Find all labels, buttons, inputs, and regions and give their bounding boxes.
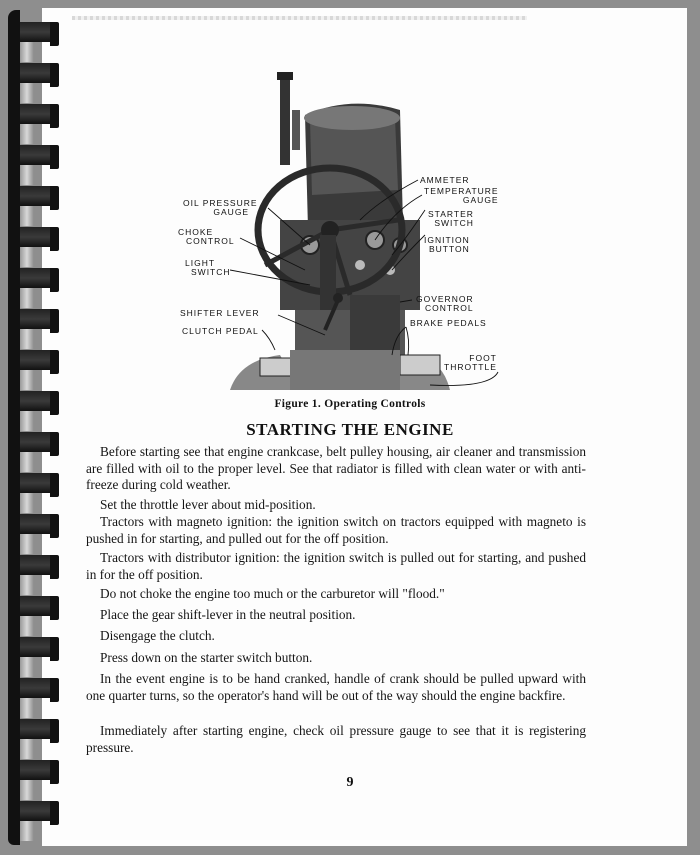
binding-gap [20,616,34,636]
label-oil-pressure-gauge [183,199,258,217]
binding-gap [20,124,34,144]
label-line: SWITCH [434,218,474,228]
label-line: FOOT [469,353,497,363]
label-light-switch [185,259,231,277]
label-governor-control [416,295,474,313]
label-line: GOVERNOR [416,294,474,304]
binding-gap [20,42,34,62]
paragraph-text: Tractors with magneto ignition: the ignition switch on tractors equipped with magneto is pushed in for starting, and pulled out for the off position. [86,514,586,546]
binding-ring [20,63,62,83]
binding-ring [20,145,62,165]
paragraph-text: Set the throttle lever about mid-position. [100,497,316,512]
binding-gap [20,657,34,677]
binding-gap [20,329,34,349]
paragraph-text: Place the gear shift-lever in the neutral position. [100,607,356,622]
label-line: STARTER [428,209,474,219]
paragraph-8 [86,650,586,667]
binding-gap [20,452,34,472]
binding-gap [20,739,34,759]
binding-ring [20,555,62,575]
paragraph-text: Disengage the clutch. [100,628,215,643]
label-line: CHOKE [178,227,214,237]
binding-gap [20,370,34,390]
page-number: 9 [346,775,354,790]
binding-ring [20,678,62,698]
label-line: THROTTLE [444,362,497,372]
paragraph-text: In the event engine is to be hand cranked, handle of crank should be pulled upward with one quarter turns, so the operator's hand will be out of the way should the engine backfire. [86,671,586,703]
paragraph-text: Before starting see that engine crankcase, belt pulley housing, air cleaner and transmission are filled with oil to the proper level. See that radiator is filled with clean water or with anti-freeze during cold weather. [86,444,586,492]
label-shifter-lever: SHIFTER LEVER [180,308,260,318]
label-line: OIL PRESSURE [183,198,258,208]
binding-gap [20,83,34,103]
label-line: LIGHT [185,258,216,268]
binding-gap [20,206,34,226]
binding-ring [20,719,62,739]
figure-caption: Figure 1. Operating Controls [274,398,426,410]
label-line: CONTROL [425,303,474,313]
scan-artifact [72,16,527,20]
binding-gap [20,821,34,841]
paragraph-3 [86,514,586,547]
binding-gap [20,288,34,308]
binding-gap [20,698,34,718]
paragraph-text: Do not choke the engine too much or the carburetor will "flood." [100,586,445,601]
binding-ring [20,268,62,288]
binding-ring [20,22,62,42]
binding-ring [20,473,62,493]
paragraph-4 [86,550,586,583]
binding-gap [20,247,34,267]
label-clutch-pedal: CLUTCH PEDAL [182,326,259,336]
binding-ring [20,186,62,206]
binding-ring [20,309,62,329]
label-ammeter: AMMETER [420,175,470,185]
paragraph-9 [86,671,586,704]
paragraph-2 [86,497,586,514]
binding-ring [20,514,62,534]
paragraph-text: Immediately after starting engine, check oil pressure gauge to see that it is registering pressure. [86,723,586,755]
binding-gap [20,575,34,595]
label-line: TEMPERATURE [424,186,499,196]
label-line: GAUGE [213,207,250,217]
paragraph-1 [86,444,586,494]
binding-ring [20,104,62,124]
paragraph-7 [86,628,586,645]
label-line: BUTTON [428,244,470,254]
binding-gap [20,534,34,554]
paragraph-5 [86,586,586,603]
paragraph-6 [86,607,586,624]
label-brake-pedals: BRAKE PEDALS [410,318,487,328]
label-temperature-gauge [424,187,499,205]
label-line: IGNITION [424,235,470,245]
label-line: GAUGE [462,195,499,205]
label-ignition-button [424,236,470,254]
label-line: CONTROL [186,236,235,246]
binding-gap [20,493,34,513]
paragraph-text: Tractors with distributor ignition: the ignition switch is pulled out for starting, and pushed in for the off position. [86,550,586,582]
binding-gap [20,165,34,185]
binding-ring [20,350,62,370]
label-choke-control [178,228,235,246]
label-foot-throttle [444,354,497,372]
paragraph-10 [86,723,586,756]
binding-ring [20,801,62,821]
binding-ring [20,227,62,247]
binding-ring [20,596,62,616]
paragraph-text: Press down on the starter switch button. [100,650,313,665]
section-heading: STARTING THE ENGINE [246,420,454,439]
label-line: SWITCH [191,267,231,277]
binding-ring [20,637,62,657]
label-starter-switch [428,210,474,228]
